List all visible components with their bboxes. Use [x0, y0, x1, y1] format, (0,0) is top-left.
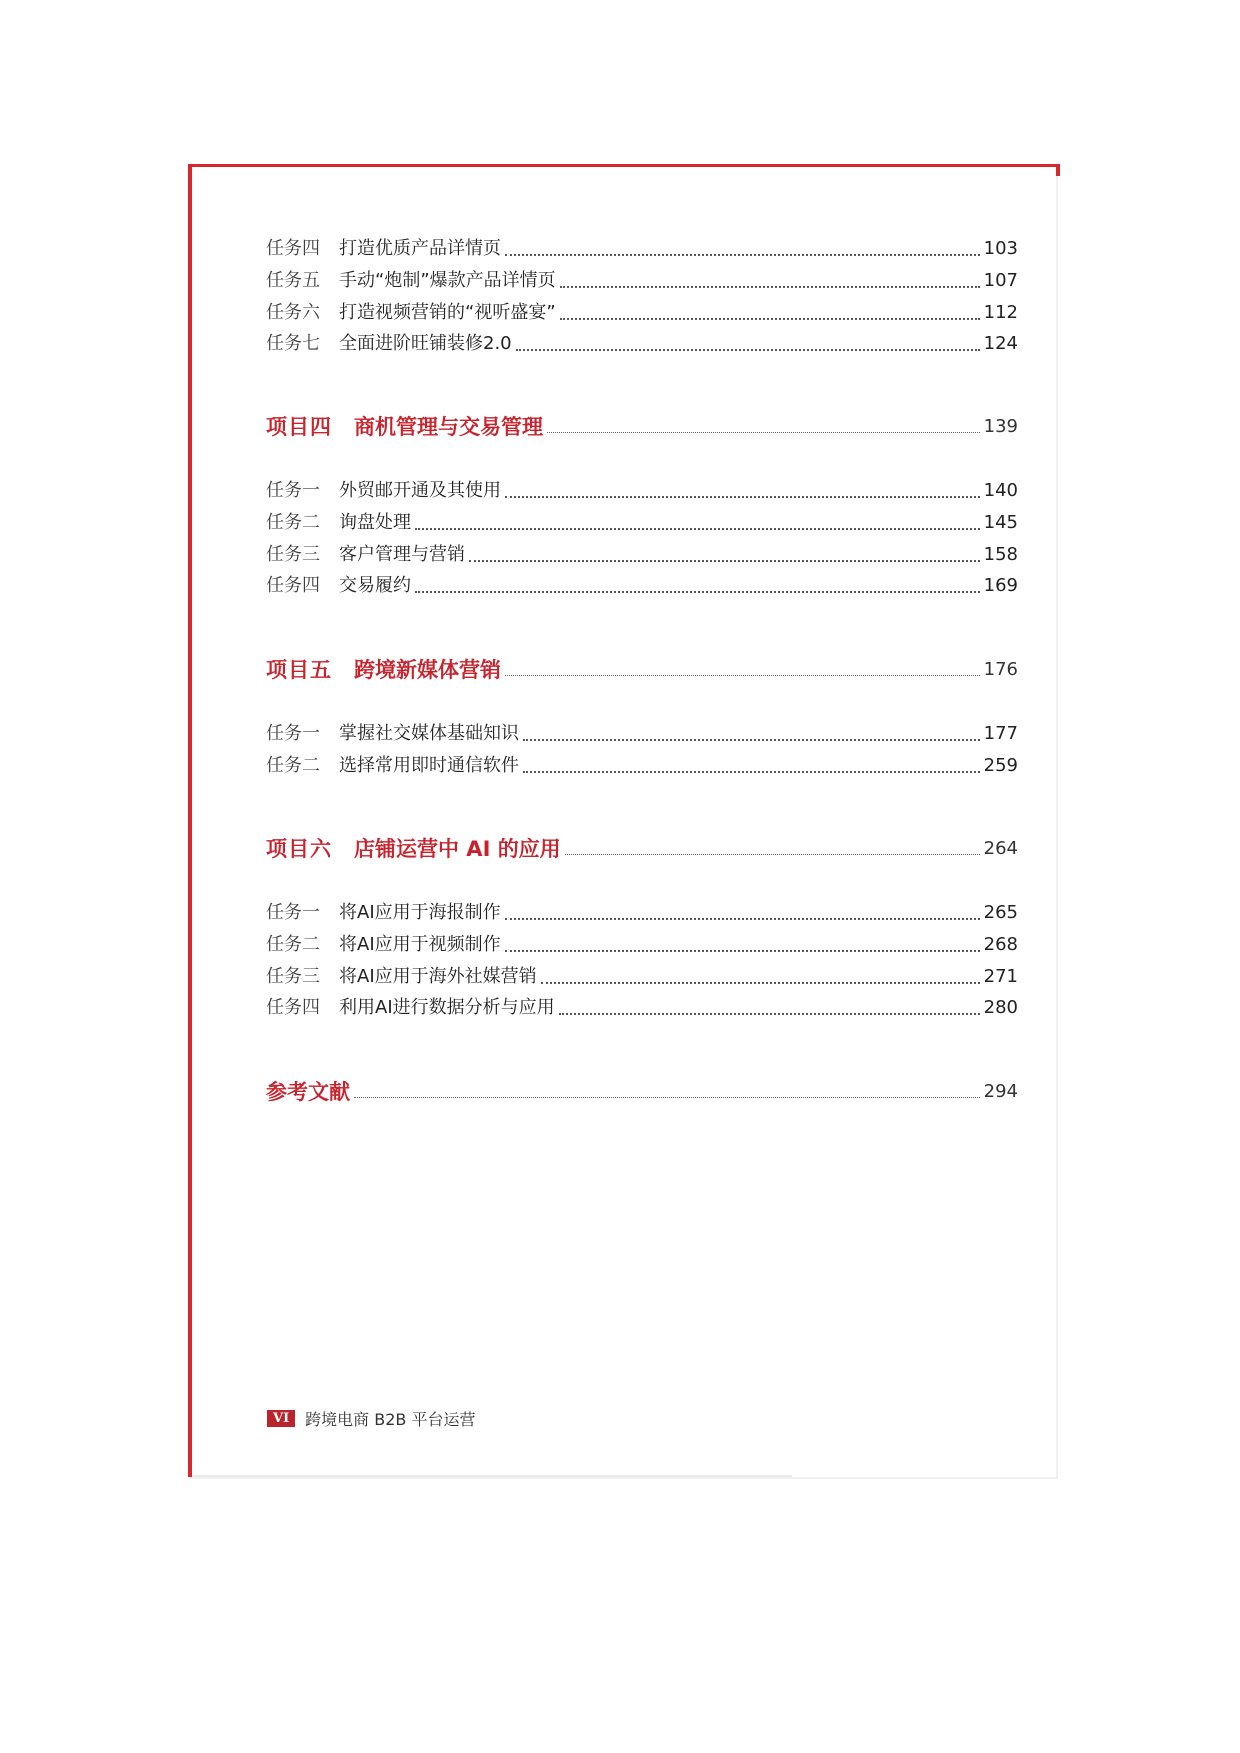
dot-leader [415, 590, 980, 593]
toc-project-entry[interactable] [266, 655, 1018, 685]
task-label: 任务二 [266, 512, 320, 533]
page-number: 107 [983, 270, 1018, 291]
dot-leader [523, 770, 980, 773]
project-title: 商机管理与交易管理 [354, 415, 543, 439]
dot-leader [560, 317, 980, 320]
dot-leader [354, 1096, 980, 1098]
page-number: 265 [983, 902, 1018, 923]
project-title: 跨境新媒体营销 [354, 658, 501, 682]
task-label: 任务一 [266, 480, 320, 501]
dot-leader [541, 981, 980, 984]
page-number: 280 [983, 997, 1018, 1018]
task-label: 任务二 [266, 934, 320, 955]
task-title: 打造优质产品详情页 [339, 238, 501, 259]
task-title: 利用AI进行数据分析与应用 [339, 997, 555, 1018]
task-label: 任务一 [266, 723, 320, 744]
toc-entry[interactable] [266, 571, 1018, 601]
page-number: 259 [983, 755, 1018, 776]
page-bottom-edge [192, 1475, 792, 1477]
task-label: 任务七 [266, 333, 320, 354]
task-title: 将AI应用于海报制作 [339, 902, 501, 923]
project-label: 项目四 [266, 415, 332, 439]
dot-leader [565, 853, 980, 855]
task-title: 询盘处理 [339, 512, 411, 533]
task-title: 将AI应用于海外社媒营销 [339, 966, 537, 987]
project-label: 项目六 [266, 837, 332, 861]
task-label: 任务四 [266, 238, 320, 259]
toc-project-entry[interactable] [266, 834, 1018, 864]
toc-entry[interactable] [266, 993, 1018, 1023]
page-number: 264 [983, 838, 1018, 859]
dot-leader [505, 674, 980, 676]
page-footer [267, 1407, 475, 1430]
references-title: 参考文献 [266, 1080, 350, 1104]
footer-book-title: 跨境电商 B2B 平台运营 [305, 1410, 476, 1429]
page-number: 176 [983, 659, 1018, 680]
toc-entry[interactable] [266, 898, 1018, 928]
task-label: 任务二 [266, 755, 320, 776]
footer-page-number: VI [267, 1410, 295, 1427]
task-title: 外贸邮开通及其使用 [339, 480, 501, 501]
dot-leader [523, 738, 980, 741]
dot-leader [560, 285, 980, 288]
book-page [188, 164, 1056, 1477]
task-label: 任务四 [266, 575, 320, 596]
dot-leader [505, 917, 980, 920]
toc-entry[interactable] [266, 719, 1018, 749]
dot-leader [516, 348, 980, 351]
task-label: 任务三 [266, 966, 320, 987]
dot-leader [559, 1012, 980, 1015]
toc-entry[interactable] [266, 508, 1018, 538]
toc-references-entry[interactable] [266, 1077, 1018, 1107]
page-number: 145 [983, 512, 1018, 533]
page-number: 169 [983, 575, 1018, 596]
toc-entry[interactable] [266, 751, 1018, 781]
page-number: 271 [983, 966, 1018, 987]
task-label: 任务六 [266, 302, 320, 323]
toc-entry[interactable] [266, 962, 1018, 992]
toc-entry[interactable] [266, 540, 1018, 570]
dot-leader [505, 495, 980, 498]
page-number: 139 [983, 416, 1018, 437]
toc-entry[interactable] [266, 298, 1018, 328]
dot-leader [415, 527, 980, 530]
toc-entry[interactable] [266, 329, 1018, 359]
dot-leader [547, 431, 980, 433]
project-label: 项目五 [266, 658, 332, 682]
task-label: 任务三 [266, 544, 320, 565]
toc-entry[interactable] [266, 930, 1018, 960]
page-number: 124 [983, 333, 1018, 354]
page-number: 268 [983, 934, 1018, 955]
task-label: 任务五 [266, 270, 320, 291]
task-title: 打造视频营销的“视听盛宴” [339, 302, 556, 323]
task-title: 交易履约 [339, 575, 411, 596]
page-number: 140 [983, 480, 1018, 501]
toc-project-entry[interactable] [266, 412, 1018, 442]
task-label: 任务一 [266, 902, 320, 923]
dot-leader [505, 949, 980, 952]
toc-entry[interactable] [266, 234, 1018, 264]
page-number: 103 [983, 238, 1018, 259]
toc-entry[interactable] [266, 266, 1018, 296]
dot-leader [469, 559, 980, 562]
dot-leader [505, 253, 980, 256]
page-number: 158 [983, 544, 1018, 565]
page-number: 294 [983, 1081, 1018, 1102]
task-title: 手动“炮制”爆款产品详情页 [339, 270, 556, 291]
task-title: 全面进阶旺铺装修2.0 [339, 333, 512, 354]
project-title: 店铺运营中 AI 的应用 [354, 837, 561, 861]
task-title: 将AI应用于视频制作 [339, 934, 501, 955]
toc-entry[interactable] [266, 476, 1018, 506]
task-label: 任务四 [266, 997, 320, 1018]
task-title: 掌握社交媒体基础知识 [339, 723, 519, 744]
page-number: 112 [983, 302, 1018, 323]
page-number: 177 [983, 723, 1018, 744]
task-title: 选择常用即时通信软件 [339, 755, 519, 776]
task-title: 客户管理与营销 [339, 544, 465, 565]
